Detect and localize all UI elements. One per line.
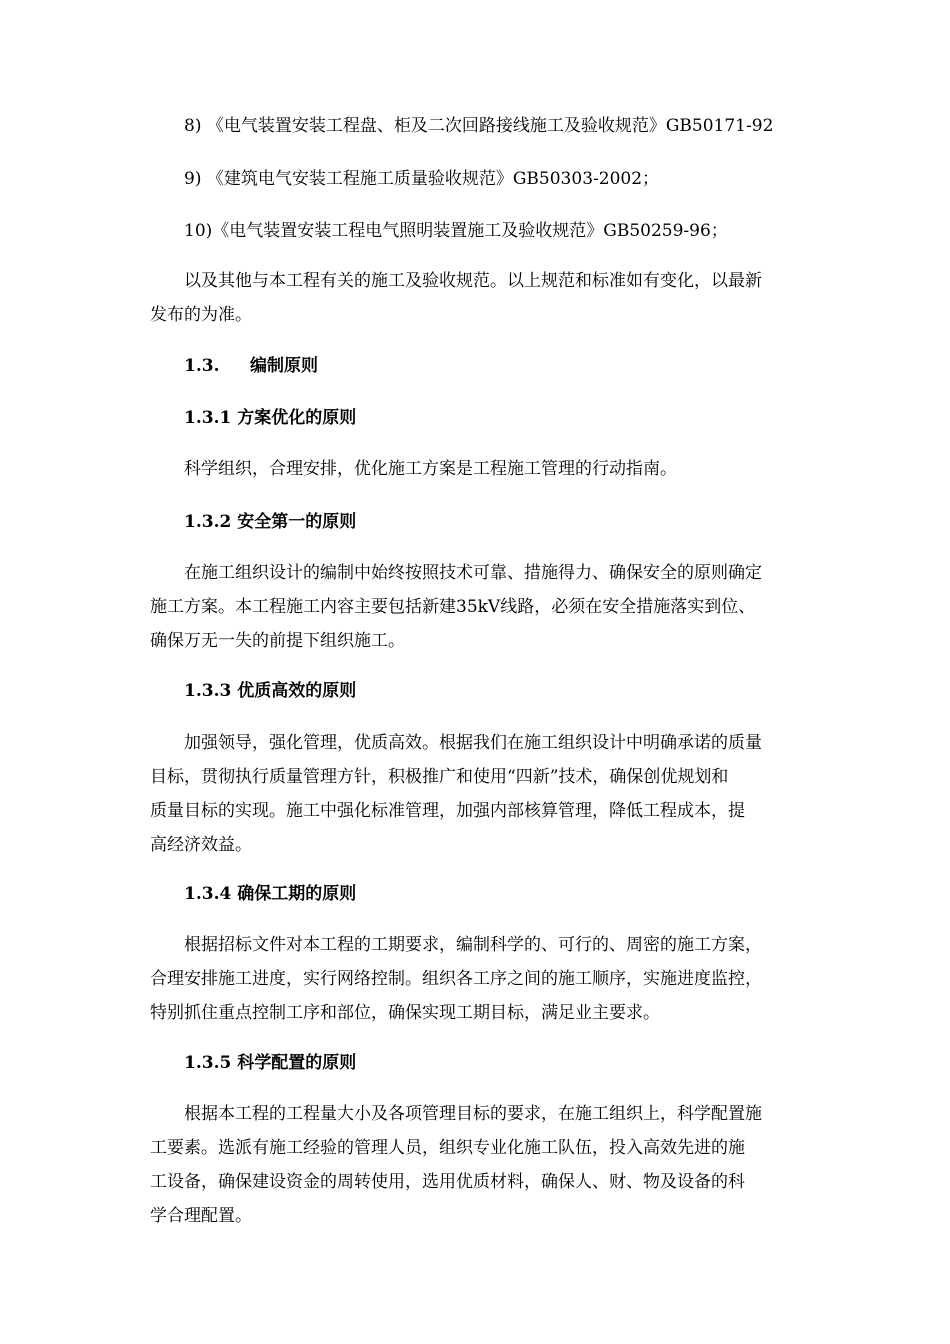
subsection-body-1-3-3 [150, 726, 840, 862]
subsection-body-1-3-4 [150, 928, 840, 1030]
subsection-body-1-3-1 [150, 452, 840, 486]
paragraph-line: 加强领导，强化管理，优质高效。根据我们在施工组织设计中明确承诺的质量 [184, 733, 762, 753]
reference-item-9: 9) 《建筑电气安装工程施工质量验收规范》GB50303-2002； [184, 169, 660, 189]
section-heading [184, 349, 884, 383]
paragraph-line: 特别抓住重点控制工序和部位，确保实现工期目标，满足业主要求。 [150, 1003, 660, 1023]
subsection-heading-1-3-1: 1.3.1 方案优化的原则 [184, 408, 357, 428]
subsection-heading-1-3-2: 1.3.2 安全第一的原则 [184, 512, 357, 532]
paragraph-line: 根据招标文件对本工程的工期要求，编制科学的、可行的、周密的施工方案， [184, 935, 762, 955]
subsection-heading-1-3-5: 1.3.5 科学配置的原则 [184, 1053, 357, 1073]
reference-item-10: 10)《电气装置安装工程电气照明装置施工及验收规范》GB50259-96； [184, 221, 728, 241]
paragraph-line: 高经济效益。 [150, 835, 252, 855]
paragraph-line: 工设备，确保建设资金的周转使用，选用优质材料，确保人、财、物及设备的科 [150, 1172, 745, 1192]
closing-paragraph [150, 264, 840, 332]
paragraph-line: 科学组织，合理安排，优化施工方案是工程施工管理的行动指南。 [184, 459, 677, 479]
paragraph-line: 以及其他与本工程有关的施工及验收规范。以上规范和标准如有变化，以最新 [184, 271, 762, 291]
paragraph-line: 学合理配置。 [150, 1206, 252, 1226]
paragraph-line: 合理安排施工进度，实行网络控制。组织各工序之间的施工顺序，实施进度监控， [150, 969, 762, 989]
paragraph-line: 确保万无一失的前提下组织施工。 [150, 631, 405, 651]
paragraph-line: 质量目标的实现。施工中强化标准管理，加强内部核算管理，降低工程成本，提 [150, 801, 745, 821]
subsection-body-1-3-5 [150, 1097, 840, 1233]
section-number: 1.3. [184, 356, 220, 376]
paragraph-line: 发布的为准。 [150, 305, 252, 325]
subsection-body-1-3-2 [150, 556, 840, 658]
paragraph-line: 在施工组织设计的编制中始终按照技术可靠、措施得力、确保安全的原则确定 [184, 563, 762, 583]
paragraph-line: 工要素。选派有施工经验的管理人员，组织专业化施工队伍，投入高效先进的施 [150, 1138, 745, 1158]
paragraph-line: 目标，贯彻执行质量管理方针，积极推广和使用“四新”技术，确保创优规划和 [150, 767, 729, 787]
section-title: 编制原则 [250, 356, 318, 376]
paragraph-line: 根据本工程的工程量大小及各项管理目标的要求，在施工组织上，科学配置施 [184, 1104, 762, 1124]
reference-item-8: 8) 《电气装置安装工程盘、柜及二次回路接线施工及验收规范》GB50171-92 [184, 116, 774, 136]
subsection-heading-1-3-3: 1.3.3 优质高效的原则 [184, 681, 357, 701]
paragraph-line: 施工方案。本工程施工内容主要包括新建35kV线路，必须在安全措施落实到位、 [150, 597, 756, 617]
subsection-heading-1-3-4: 1.3.4 确保工期的原则 [184, 884, 357, 904]
